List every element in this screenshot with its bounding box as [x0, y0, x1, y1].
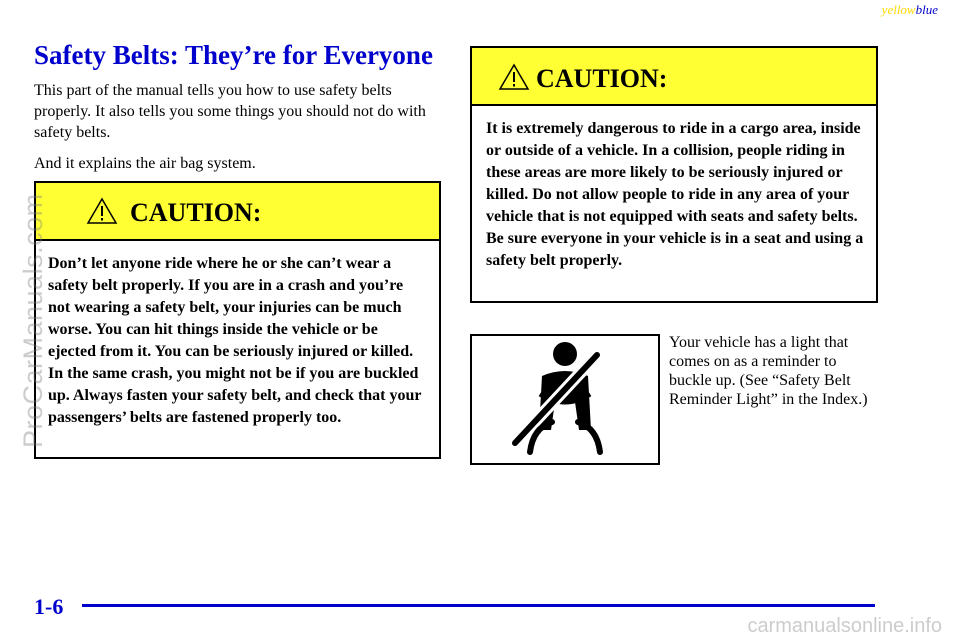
- page-number: 1-6: [34, 594, 64, 619]
- warning-triangle-icon: [498, 63, 530, 91]
- caution-header-left: [36, 183, 439, 241]
- caution-body-right: It is extremely dangerous to ride in a cargo area, inside or outside of a vehicle. In a collision, people riding in these areas are more likely to be seriously injured or killed. Do not allow people to ride in any area of your vehicle that is not equipped with seats and safety belts. Be sure everyone in your vehicle is in a seat and using a safety belt properly.: [486, 120, 864, 269]
- color-tag: [882, 2, 938, 18]
- safety-belt-reminder-icon-box: [470, 334, 660, 465]
- caution-box-left: [34, 181, 441, 459]
- watermark-bottom: carmanualsonline.info: [747, 615, 942, 637]
- page-title: Safety Belts: They’re for Everyone: [34, 40, 433, 70]
- caution-body-left: Don’t let anyone ride where he or she can’t wear a safety belt properly. If you are in a crash and you’re not wearing a safety belt, your injuries can be much worse. You can hit things inside the vehicle or be ejected from it. You can be seriously injured or killed. In the same crash, you might not be if you are buckled up. Always fasten your safety belt, and check that your passengers’ belts are fastened properly too.: [48, 255, 422, 426]
- safety-belt-reminder-icon: [472, 336, 658, 463]
- caution-header-right: [472, 48, 876, 106]
- intro-paragraph-2: And it explains the air bag system.: [34, 155, 256, 172]
- color-tag-yellow: yellow: [881, 2, 916, 17]
- reminder-text: Your vehicle has a light that comes on as a reminder to buckle up. (See “Safety Belt Reminder Light” in the Index.): [669, 334, 868, 408]
- caution-box-right: [470, 46, 878, 303]
- color-tag-blue: blue: [915, 2, 938, 17]
- intro-text: [34, 80, 444, 184]
- warning-triangle-icon: [86, 197, 118, 225]
- intro-paragraph-1: This part of the manual tells you how to use safety belts properly. It also tells you some things you should not do with safety belts.: [34, 82, 426, 141]
- caution-heading-left: CAUTION:: [130, 198, 262, 227]
- watermark-left: ProCarManuals.com: [18, 193, 48, 448]
- caution-heading-right: CAUTION:: [536, 64, 668, 93]
- footer-rule: [82, 604, 875, 607]
